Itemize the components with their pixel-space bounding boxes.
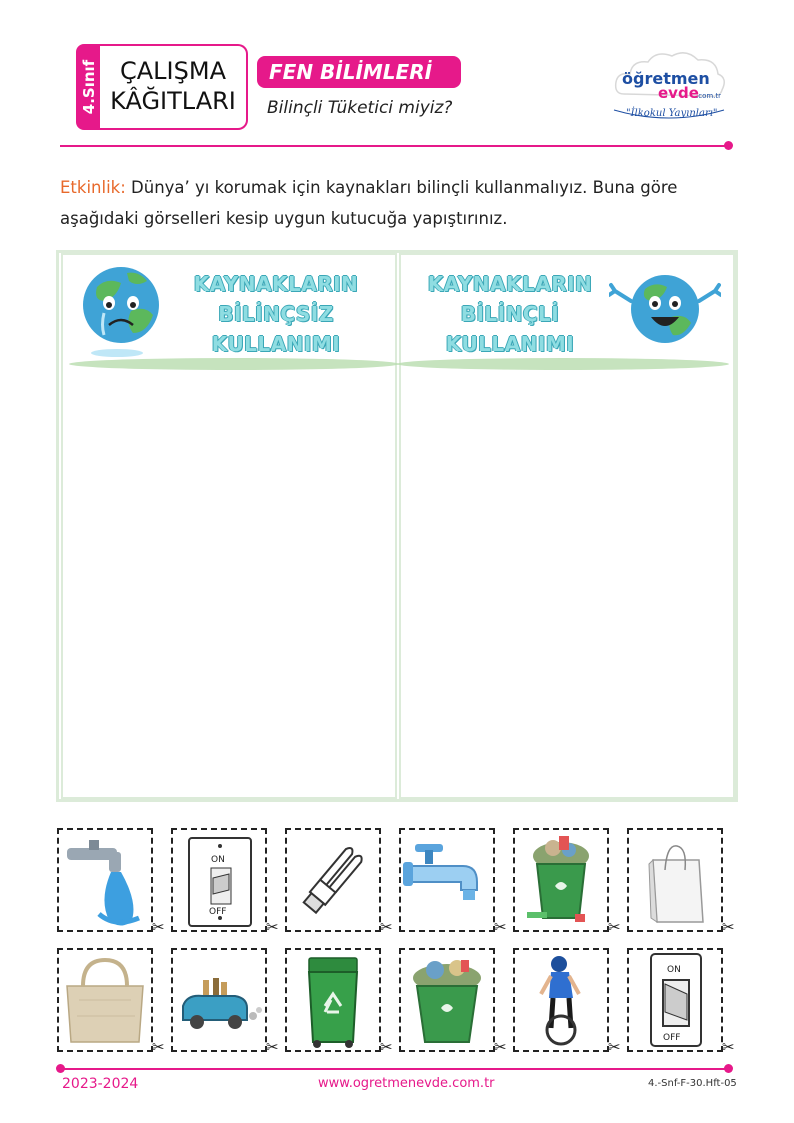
cloth-bag-icon [59,950,151,1050]
scissors-icon: ✂ [494,1038,507,1056]
full-trash-bin-icon [401,950,493,1050]
activity-text: Dünya’ yı korumak için kaynakları bilinçli kullanmalıyız. Buna göre aşağıdaki görselleri kesip uygun kutucuğa yapıştırınız. [60,178,678,228]
switch-on-label-2: ON [667,965,681,975]
logo-tagline: "İlkokul Yayınları" [626,108,718,119]
energy-saving-bulb-icon [287,830,379,930]
cutout-card-overflowing-trash[interactable] [513,828,609,932]
right-title-line1: KAYNAKLARIN [427,272,593,296]
cutout-card-switch-on[interactable] [171,828,267,932]
left-title-line1: KAYNAKLARIN [193,272,359,296]
closed-faucet-icon [401,830,493,930]
cutout-card-full-trash[interactable] [399,948,495,1052]
footer-year: 2023-2024 [62,1076,139,1092]
footer-website-link[interactable]: www.ogretmenevde.com.tr [318,1076,495,1091]
cutout-card-led-bulb[interactable] [285,828,381,932]
sad-earth-icon [77,261,165,361]
switch-off-label-2: OFF [663,1033,681,1043]
unconscious-use-column[interactable] [61,253,397,799]
conscious-use-column[interactable] [399,253,735,799]
scissors-icon: ✂ [722,918,735,936]
paper-bag-icon [629,830,721,930]
logo-domain: .com.tr [696,92,722,100]
activity-instructions [60,172,730,234]
switch-off-label-1: OFF [209,907,227,917]
grade-tab [76,44,102,130]
worksheet-title-line1: ÇALIŞMA [120,57,226,85]
switch-on-label-1: ON [211,855,225,865]
scissors-icon: ✂ [608,1038,621,1056]
publisher-logo [606,46,732,126]
footer-document-code: 4.-Snf-F-30.Hft-05 [648,1078,737,1089]
scissors-icon: ✂ [494,918,507,936]
cutout-card-running-faucet[interactable] [57,828,153,932]
cutout-card-cloth-bag[interactable] [57,948,153,1052]
scissors-icon: ✂ [380,1038,393,1056]
scissors-icon: ✂ [722,1038,735,1056]
sorting-board [56,250,738,802]
cutout-card-closed-faucet[interactable] [399,828,495,932]
scissors-icon: ✂ [380,918,393,936]
polluting-car-icon [173,950,265,1050]
footer-divider-dot-right [724,1064,733,1073]
scissors-icon: ✂ [608,918,621,936]
cutout-card-switch-off[interactable] [627,948,723,1052]
scissors-icon: ✂ [152,918,165,936]
cutout-card-polluting-car[interactable] [171,948,267,1052]
light-switch-off-icon [629,950,721,1050]
light-switch-on-icon [173,830,265,930]
footer-divider [60,1068,728,1070]
right-title-line2: BİLİNÇLİ [460,302,560,326]
happy-earth-icon [609,269,721,349]
activity-label: Etkinlik: [60,178,126,197]
overflowing-trash-bin-icon [515,830,607,930]
worksheet-title-line2: KÂĞITLARI [110,87,236,115]
header-divider [60,145,728,147]
grade-label: 4.Sınıf [80,59,98,115]
grass-strip-right [397,358,729,370]
cutout-card-cyclist[interactable] [513,948,609,1052]
scissors-icon: ✂ [266,918,279,936]
worksheet-title-box [100,44,248,130]
right-title-line3: KULLANIMI [445,332,575,356]
footer-divider-dot-left [56,1064,65,1073]
recycle-bin-icon [287,950,379,1050]
cutout-card-recycle-bin[interactable] [285,948,381,1052]
subject-banner: FEN BİLİMLERİ [257,56,461,88]
conscious-use-header [401,255,733,365]
cyclist-icon [515,950,607,1050]
left-title-line2: BİLİNÇSİZ [218,302,334,326]
topic-subtitle: Bilinçli Tüketici miyiz? [267,98,453,118]
cutout-card-paper-bag[interactable] [627,828,723,932]
header-divider-dot [724,141,733,150]
grass-strip-left [69,358,399,370]
scissors-icon: ✂ [152,1038,165,1056]
logo-brand-part2: evde [658,84,699,102]
running-faucet-icon [59,830,151,930]
logo-brand-part1: öğretmen [622,69,710,88]
left-title-line3: KULLANIMI [211,332,341,356]
unconscious-use-header [63,255,395,365]
scissors-icon: ✂ [266,1038,279,1056]
